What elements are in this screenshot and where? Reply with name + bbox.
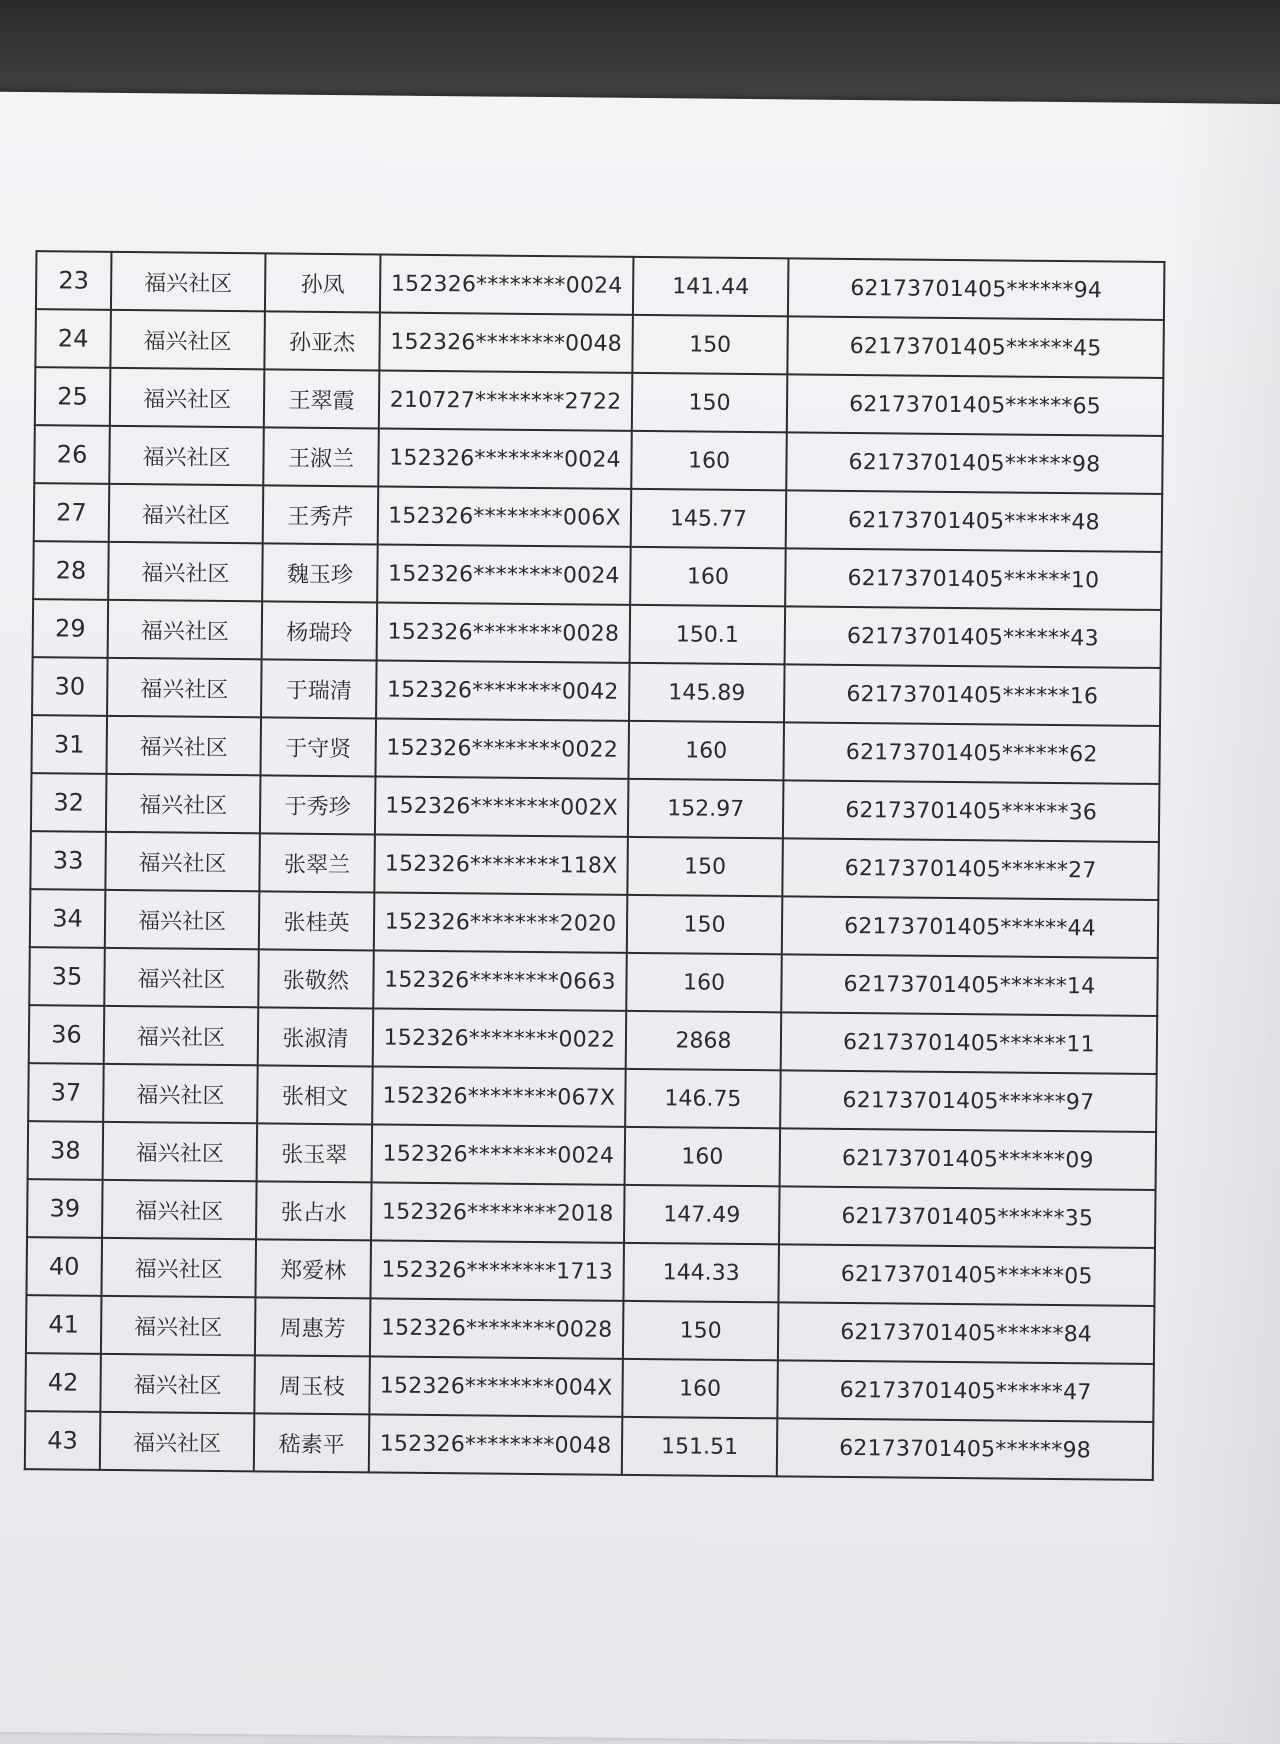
amount-cell: 160	[630, 547, 786, 606]
table-row	[34, 483, 1163, 552]
name-cell: 张相文	[257, 1065, 373, 1124]
community-cell: 福兴社区	[105, 890, 260, 949]
paper-sheet	[0, 92, 1280, 1744]
account-number-cell: 62173701405******48	[786, 490, 1163, 552]
account-number-cell: 62173701405******14	[781, 954, 1158, 1016]
id-number-cell: 152326********0024	[378, 428, 632, 488]
community-cell: 福兴社区	[102, 1180, 257, 1239]
row-number: 28	[33, 541, 109, 600]
row-number: 37	[28, 1063, 104, 1122]
account-number-cell: 62173701405******62	[783, 722, 1160, 784]
amount-cell: 144.33	[623, 1243, 779, 1302]
name-cell: 于秀珍	[260, 775, 376, 834]
account-number-cell: 62173701405******47	[777, 1360, 1154, 1422]
row-number: 36	[29, 1005, 105, 1064]
account-number-cell: 62173701405******05	[778, 1244, 1155, 1306]
amount-cell: 145.89	[629, 663, 785, 722]
amount-cell: 150	[627, 895, 783, 954]
table-row	[28, 1063, 1157, 1132]
row-number: 40	[26, 1237, 102, 1296]
row-number: 38	[28, 1121, 104, 1180]
community-cell: 福兴社区	[100, 1412, 255, 1471]
amount-cell: 160	[625, 1127, 781, 1186]
table-row	[25, 1353, 1154, 1422]
community-cell: 福兴社区	[104, 1006, 259, 1065]
row-number: 33	[30, 831, 106, 890]
table-row	[29, 1005, 1158, 1074]
table-row	[33, 541, 1162, 610]
row-number: 39	[27, 1179, 103, 1238]
table-row	[31, 773, 1160, 842]
account-number-cell: 62173701405******98	[786, 432, 1163, 494]
name-cell: 于瑞清	[261, 659, 377, 718]
id-number-cell: 152326********118X	[374, 834, 628, 894]
name-cell: 张翠兰	[259, 833, 375, 892]
name-cell: 郑爱林	[255, 1239, 371, 1298]
table-row	[36, 251, 1165, 320]
table-row	[33, 599, 1162, 668]
amount-cell: 150	[632, 373, 788, 432]
table-row	[26, 1295, 1155, 1364]
amount-cell: 160	[626, 953, 782, 1012]
name-cell: 张淑清	[258, 1007, 374, 1066]
community-cell: 福兴社区	[110, 368, 265, 427]
roster-table-body	[25, 251, 1165, 1480]
name-cell: 杨瑞玲	[262, 601, 378, 660]
row-number: 23	[36, 251, 112, 310]
id-number-cell: 152326********067X	[372, 1066, 626, 1126]
name-cell: 孙凤	[265, 253, 381, 312]
account-number-cell: 62173701405******16	[784, 664, 1161, 726]
community-cell: 福兴社区	[108, 542, 263, 601]
name-cell: 嵇素平	[254, 1413, 370, 1472]
id-number-cell: 152326********0024	[380, 254, 634, 314]
account-number-cell: 62173701405******43	[785, 606, 1162, 668]
table-row	[26, 1237, 1155, 1306]
community-cell: 福兴社区	[110, 310, 265, 369]
table-row	[31, 715, 1160, 784]
id-number-cell: 152326********0028	[377, 602, 631, 662]
name-cell: 孙亚杰	[264, 311, 380, 370]
amount-cell: 150.1	[630, 605, 786, 664]
community-cell: 福兴社区	[108, 600, 263, 659]
table-row	[35, 367, 1164, 436]
row-number: 35	[29, 947, 105, 1006]
account-number-cell: 62173701405******97	[780, 1070, 1157, 1132]
account-number-cell: 62173701405******36	[783, 780, 1160, 842]
row-number: 27	[34, 483, 110, 542]
account-number-cell: 62173701405******11	[781, 1012, 1158, 1074]
name-cell: 张敬然	[258, 949, 374, 1008]
table-row	[25, 1411, 1154, 1480]
name-cell: 于守贤	[260, 717, 376, 776]
community-cell: 福兴社区	[101, 1238, 256, 1297]
account-number-cell: 62173701405******09	[780, 1128, 1157, 1190]
amount-cell: 141.44	[633, 257, 789, 316]
id-number-cell: 210727********2722	[379, 370, 633, 430]
row-number: 25	[35, 367, 111, 426]
community-cell: 福兴社区	[104, 948, 259, 1007]
row-number: 31	[31, 715, 107, 774]
id-number-cell: 152326********1713	[370, 1240, 624, 1300]
table-row	[30, 889, 1159, 958]
id-number-cell: 152326********2018	[371, 1182, 625, 1242]
account-number-cell: 62173701405******84	[778, 1302, 1155, 1364]
table-row	[32, 657, 1161, 726]
row-number: 41	[26, 1295, 102, 1354]
row-number: 29	[33, 599, 109, 658]
name-cell: 王秀芹	[263, 485, 379, 544]
amount-cell: 150	[623, 1301, 779, 1360]
community-cell: 福兴社区	[106, 716, 261, 775]
id-number-cell: 152326********0042	[376, 660, 630, 720]
community-cell: 福兴社区	[101, 1296, 256, 1355]
amount-cell: 160	[628, 721, 784, 780]
amount-cell: 2868	[626, 1011, 782, 1070]
table-row	[28, 1121, 1157, 1190]
name-cell: 张桂英	[259, 891, 375, 950]
account-number-cell: 62173701405******27	[782, 838, 1159, 900]
amount-cell: 146.75	[625, 1069, 781, 1128]
id-number-cell: 152326********0048	[379, 312, 633, 372]
row-number: 34	[30, 889, 106, 948]
amount-cell: 151.51	[622, 1417, 778, 1476]
id-number-cell: 152326********0028	[370, 1298, 624, 1358]
name-cell: 张玉翠	[257, 1123, 373, 1182]
id-number-cell: 152326********0022	[373, 1008, 627, 1068]
community-cell: 福兴社区	[107, 658, 262, 717]
roster-table	[24, 250, 1166, 1481]
row-number: 43	[25, 1411, 101, 1470]
table-row	[35, 309, 1164, 378]
row-number: 26	[34, 425, 110, 484]
id-number-cell: 152326********0024	[377, 544, 631, 604]
account-number-cell: 62173701405******45	[787, 316, 1164, 378]
row-number: 42	[25, 1353, 101, 1412]
id-number-cell: 152326********0022	[375, 718, 629, 778]
id-number-cell: 152326********0663	[373, 950, 627, 1010]
community-cell: 福兴社区	[111, 252, 266, 311]
amount-cell: 145.77	[631, 489, 787, 548]
name-cell: 张占水	[256, 1181, 372, 1240]
amount-cell: 150	[632, 315, 788, 374]
table-row	[30, 831, 1159, 900]
amount-cell: 160	[622, 1359, 778, 1418]
account-number-cell: 62173701405******44	[782, 896, 1159, 958]
table-row	[29, 947, 1158, 1016]
id-number-cell: 152326********0024	[372, 1124, 626, 1184]
table-row	[34, 425, 1163, 494]
account-number-cell: 62173701405******98	[777, 1418, 1154, 1480]
account-number-cell: 62173701405******94	[788, 258, 1165, 320]
row-number: 30	[32, 657, 108, 716]
name-cell: 周玉枝	[254, 1355, 370, 1414]
id-number-cell: 152326********004X	[369, 1356, 623, 1416]
community-cell: 福兴社区	[109, 484, 264, 543]
community-cell: 福兴社区	[103, 1122, 258, 1181]
table-row	[27, 1179, 1156, 1248]
community-cell: 福兴社区	[103, 1064, 258, 1123]
amount-cell: 160	[631, 431, 787, 490]
amount-cell: 150	[627, 837, 783, 896]
amount-cell: 147.49	[624, 1185, 780, 1244]
id-number-cell: 152326********0048	[369, 1414, 623, 1474]
name-cell: 周惠芳	[255, 1297, 371, 1356]
community-cell: 福兴社区	[109, 426, 264, 485]
id-number-cell: 152326********2020	[374, 892, 628, 952]
name-cell: 王淑兰	[263, 427, 379, 486]
name-cell: 魏玉珍	[262, 543, 378, 602]
community-cell: 福兴社区	[106, 774, 261, 833]
account-number-cell: 62173701405******10	[785, 548, 1162, 610]
id-number-cell: 152326********002X	[375, 776, 629, 836]
row-number: 32	[31, 773, 107, 832]
account-number-cell: 62173701405******65	[787, 374, 1164, 436]
community-cell: 福兴社区	[105, 832, 260, 891]
name-cell: 王翠霞	[264, 369, 380, 428]
amount-cell: 152.97	[628, 779, 784, 838]
id-number-cell: 152326********006X	[378, 486, 632, 546]
account-number-cell: 62173701405******35	[779, 1186, 1156, 1248]
community-cell: 福兴社区	[100, 1354, 255, 1413]
row-number: 24	[35, 309, 111, 368]
